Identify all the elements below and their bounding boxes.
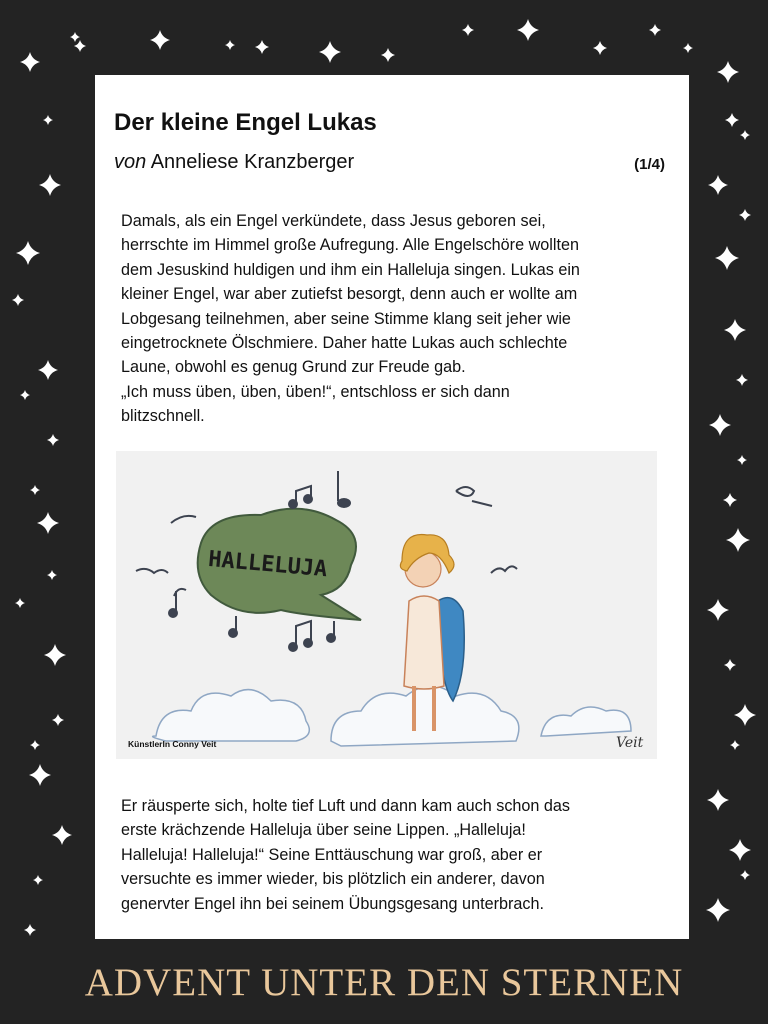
- star-icon: [225, 40, 235, 50]
- star-icon: [20, 390, 30, 400]
- star-icon: [52, 714, 64, 726]
- star-icon: [649, 24, 661, 36]
- star-icon: [707, 789, 729, 811]
- star-icon: [708, 175, 728, 195]
- speech-bubble: [198, 509, 361, 620]
- story-illustration: [116, 451, 657, 759]
- star-icon: [739, 209, 751, 221]
- artist-signature: Veit: [616, 735, 644, 751]
- page-indicator: (1/4): [634, 156, 665, 173]
- star-icon: [725, 113, 739, 127]
- star-icon: [33, 875, 43, 885]
- star-icon: [715, 246, 739, 270]
- star-icon: [44, 644, 66, 666]
- angel-drawing: [116, 451, 657, 759]
- advent-banner: ADVENT UNTER DEN STERNEN: [84, 961, 684, 1004]
- star-icon: [43, 115, 53, 125]
- star-icon: [381, 48, 395, 62]
- star-icon: [740, 870, 750, 880]
- story-title: Der kleine Engel Lukas: [114, 109, 377, 136]
- star-icon: [150, 30, 170, 50]
- star-icon: [29, 764, 51, 786]
- star-icon: [15, 598, 25, 608]
- star-icon: [39, 174, 61, 196]
- star-icon: [683, 43, 693, 53]
- star-icon: [47, 570, 57, 580]
- star-icon: [730, 740, 740, 750]
- star-icon: [724, 319, 746, 341]
- star-icon: [734, 704, 756, 726]
- star-icon: [593, 41, 607, 55]
- speech-bubble-text: HALLELUJA: [207, 546, 329, 583]
- star-icon: [74, 40, 86, 52]
- star-icon: [16, 241, 40, 265]
- star-icon: [737, 455, 747, 465]
- star-icon: [707, 599, 729, 621]
- star-icon: [12, 294, 24, 306]
- star-icon: [24, 924, 36, 936]
- star-icon: [462, 24, 474, 36]
- star-icon: [37, 512, 59, 534]
- star-icon: [255, 40, 269, 54]
- artist-credit: KünstlerIn Conny Veit: [128, 739, 217, 749]
- story-paragraph-1: Damals, als ein Engel verkündete, dass Jesus geboren sei, herrschte im Himmel große Aufregung. Alle Engelschöre wollten dem Jesuskind huldigen und ihm ein Halleluja singen. Lukas ein kleiner Engel, war aber zutiefst besorgt, denn auch er wollte am Lobgesang teilnehmen, aber seine Stimme klang seit jeher wie eingetrocknete Ölschmiere. Daher hatte Lukas auch schlechte Laune, obwohl es genug Grund zur Freude gab. „Ich muss üben, üben, üben!“, entschloss er sich dann blitzschnell.: [121, 212, 580, 426]
- story-paragraph-2: Er räusperte sich, holte tief Luft und dann kam auch schon das erste krächzende Halleluja über seine Lippen. „Halleluja! Halleluja! Halleluja!“ Seine Enttäuschung war groß, aber er versuchte es immer wieder, bis plötzlich ein anderer, davon genervter Engel ihn bei seinem Übungsgesang unterbrach.: [121, 797, 571, 913]
- cloud-icon: [153, 686, 631, 746]
- star-icon: [30, 485, 40, 495]
- star-icon: [740, 130, 750, 140]
- author-name: Anneliese Kranzberger: [150, 151, 355, 173]
- star-icon: [709, 414, 731, 436]
- star-icon: [706, 898, 730, 922]
- star-icon: [736, 374, 748, 386]
- byline: [114, 151, 354, 174]
- star-icon: [724, 659, 736, 671]
- star-icon: [717, 61, 739, 83]
- star-icon: [20, 52, 40, 72]
- star-icon: [729, 839, 751, 861]
- star-icon: [70, 32, 80, 42]
- star-icon: [38, 360, 58, 380]
- star-icon: [723, 493, 737, 507]
- star-icon: [30, 740, 40, 750]
- star-icon: [47, 434, 59, 446]
- star-icon: [517, 19, 539, 41]
- story-page: [95, 75, 689, 939]
- star-icon: [52, 825, 72, 845]
- star-icon: [726, 528, 750, 552]
- star-icon: [319, 41, 341, 63]
- byline-prefix: von: [114, 151, 147, 173]
